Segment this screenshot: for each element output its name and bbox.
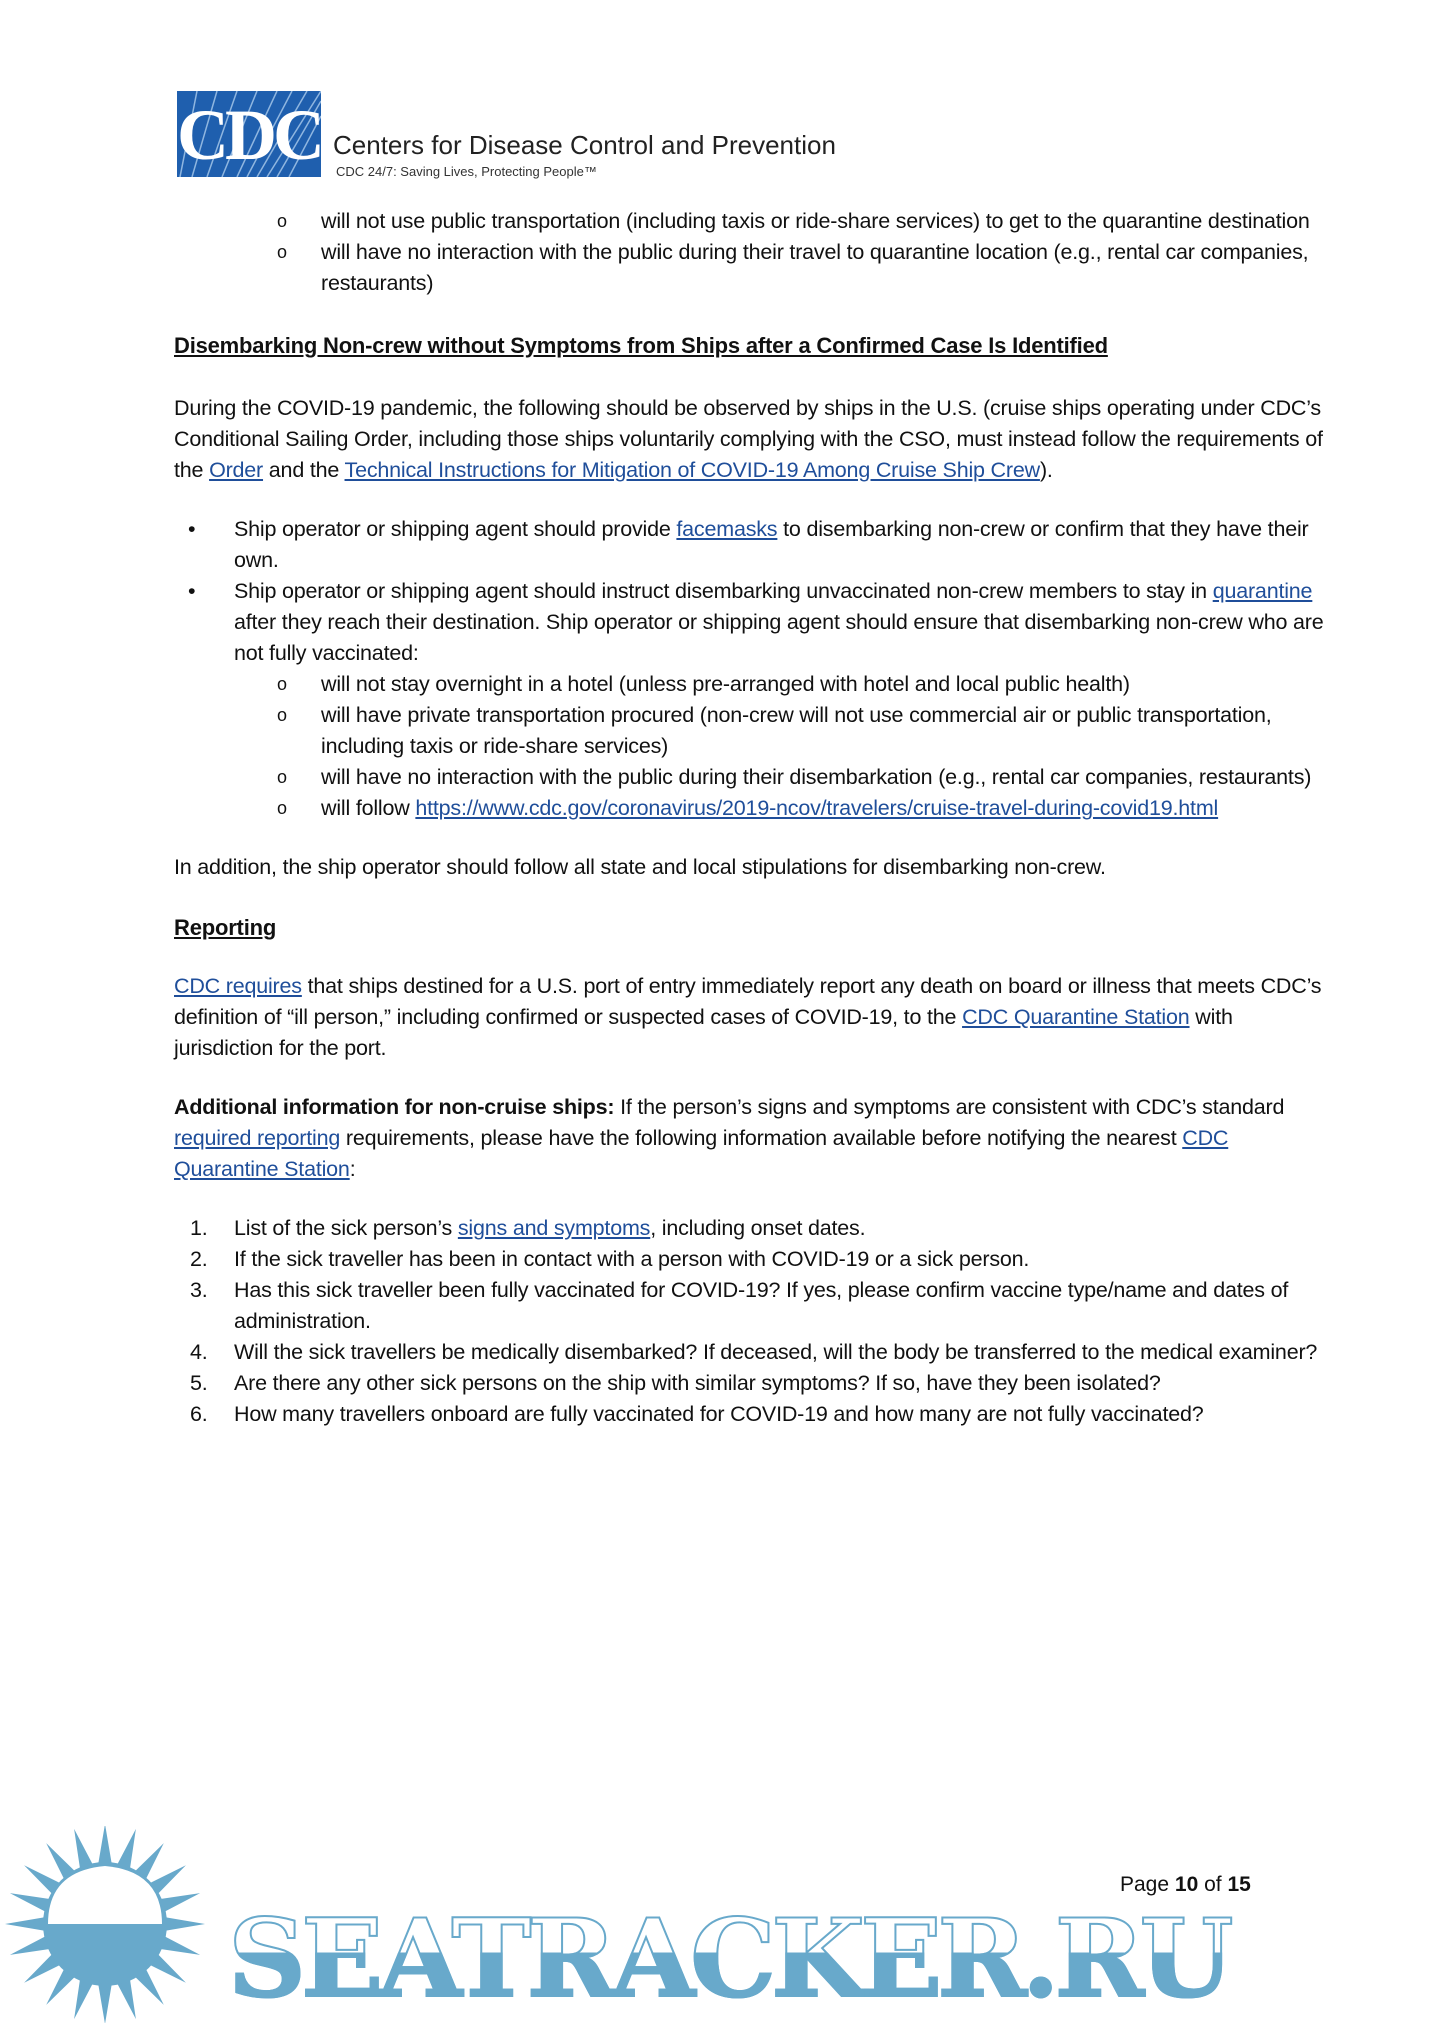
bold-label: Additional information for non-cruise ships: (174, 1095, 615, 1119)
bullet-list (174, 514, 1334, 669)
quarantine-link[interactable]: quarantine (1212, 579, 1313, 603)
text: How many travellers onboard are fully vaccinated for COVID-19 and how many are not fully vaccinated? (234, 1402, 1204, 1426)
list-item (174, 1244, 1334, 1275)
item-number: 6. (190, 1402, 208, 1426)
section-heading: Disembarking Non-crew without Symptoms from Ships after a Confirmed Case Is Identified (174, 333, 1108, 358)
item-number: 2. (190, 1247, 208, 1271)
text: During the COVID-19 pandemic, the following should be observed by ships in the U.S. (cruise ships operating under CDC’s Conditional Sailing Order, including those ships voluntarily complying with the CSO, must instead follow the requirements of the (174, 396, 1323, 482)
section-heading-reporting: Reporting (174, 915, 277, 940)
list-item (174, 1213, 1334, 1244)
numbered-list (174, 1213, 1334, 1430)
text: after they reach their destination. Ship operator or shipping agent should ensure that disembarking non-crew who are not fully vaccinated: (234, 610, 1324, 665)
text: If the person’s signs and symptoms are consistent with CDC’s standard (614, 1095, 1285, 1119)
text: that ships destined for a U.S. port of entry immediately report any death on board or illness that meets CDC’s definition of “ill person,” including confirmed or suspected cases of COVID-19, to the (174, 974, 1322, 1029)
text: Ship operator or shipping agent should provide (234, 517, 677, 541)
list-item: o will have private transportation procured (non-crew will not use commercial air or public transportation, including taxis or ride-share services) (174, 700, 1334, 762)
page-number (1120, 1872, 1251, 1898)
cdc-logo (177, 91, 321, 177)
list-item (174, 1368, 1334, 1399)
sun-watermark-icon (0, 1826, 210, 2023)
order-link[interactable]: Order (209, 458, 264, 482)
cruise-travel-link[interactable]: https://www.cdc.gov/coronavirus/2019-ncov/travelers/cruise-travel-during-covid19.html (415, 796, 1219, 820)
item-number: 4. (190, 1340, 208, 1364)
list-item (174, 514, 1334, 576)
technical-instructions-link[interactable]: Technical Instructions for Mitigation of COVID-19 Among Cruise Ship Crew (344, 458, 1040, 482)
text: List of the sick person’s (234, 1216, 458, 1240)
seatracker-watermark: SEATRACKER.RU (228, 1896, 1229, 2022)
list-item (174, 1337, 1334, 1368)
text: ). (1039, 458, 1053, 482)
signs-symptoms-link[interactable]: signs and symptoms (457, 1216, 651, 1240)
total-pages: 15 (1227, 1873, 1251, 1896)
text: and the (263, 458, 345, 482)
text: of (1198, 1873, 1228, 1896)
item-number: 5. (190, 1371, 208, 1395)
text: Ship operator or shipping agent should instruct disembarking unvaccinated non-crew members to stay in (234, 579, 1213, 603)
list-item: o will not use public transportation (including taxis or ride-share services) to get to the quarantine destination (174, 206, 1334, 237)
list-item (174, 576, 1334, 669)
item-number: 3. (190, 1278, 208, 1302)
cdc-requires-link[interactable]: CDC requires (174, 974, 302, 998)
additional-info-paragraph (174, 1092, 1334, 1185)
continued-sublist (174, 206, 1334, 299)
closing-paragraph: In addition, the ship operator should follow all state and local stipulations for disembarking non-crew. (174, 855, 1106, 879)
document-body (174, 206, 1334, 1430)
list-item (174, 1399, 1334, 1430)
tagline: CDC 24/7: Saving Lives, Protecting People™ (336, 164, 597, 179)
reporting-paragraph (174, 971, 1334, 1064)
intro-paragraph (174, 393, 1334, 486)
text: : (349, 1157, 356, 1181)
text: to disembarking non-crew or confirm that they have their own. (234, 517, 1309, 572)
text: with jurisdiction for the port. (174, 1005, 1233, 1060)
list-item (174, 1275, 1334, 1337)
current-page: 10 (1174, 1873, 1199, 1896)
text: Are there any other sick persons on the ship with similar symptoms? If so, have they been isolated? (234, 1371, 1161, 1395)
text: , including onset dates. (650, 1216, 866, 1240)
list-item: o will have no interaction with the public during their disembarkation (e.g., rental car companies, restaurants) (174, 762, 1334, 793)
text: Will the sick travellers be medically disembarked? If deceased, will the body be transferred to the medical examiner? (234, 1340, 1318, 1364)
text: requirements, please have the following information available before notifying the nearest (340, 1126, 1183, 1150)
facemasks-link[interactable]: facemasks (676, 517, 778, 541)
item-number: 1. (190, 1216, 208, 1240)
text: will follow (321, 796, 416, 820)
quarantine-station-link-2[interactable]: CDC Quarantine Station (174, 1126, 1229, 1181)
org-name: Centers for Disease Control and Prevention (333, 130, 836, 160)
text: If the sick traveller has been in contact with a person with COVID-19 or a sick person. (234, 1247, 1030, 1271)
quarantine-station-link[interactable]: CDC Quarantine Station (962, 1005, 1190, 1029)
required-reporting-link[interactable]: required reporting (174, 1126, 341, 1150)
logo-text: CDC (177, 95, 321, 175)
list-item (174, 793, 1334, 824)
list-item: o will not stay overnight in a hotel (unless pre-arranged with hotel and local public health) (174, 669, 1334, 700)
sub-list (174, 669, 1334, 824)
text: Has this sick traveller been fully vaccinated for COVID-19? If yes, please confirm vaccine type/name and dates of administration. (234, 1278, 1289, 1333)
list-item: o will have no interaction with the public during their travel to quarantine location (e.g., rental car companies, restaurants) (174, 237, 1334, 299)
text: Page (1120, 1873, 1175, 1896)
